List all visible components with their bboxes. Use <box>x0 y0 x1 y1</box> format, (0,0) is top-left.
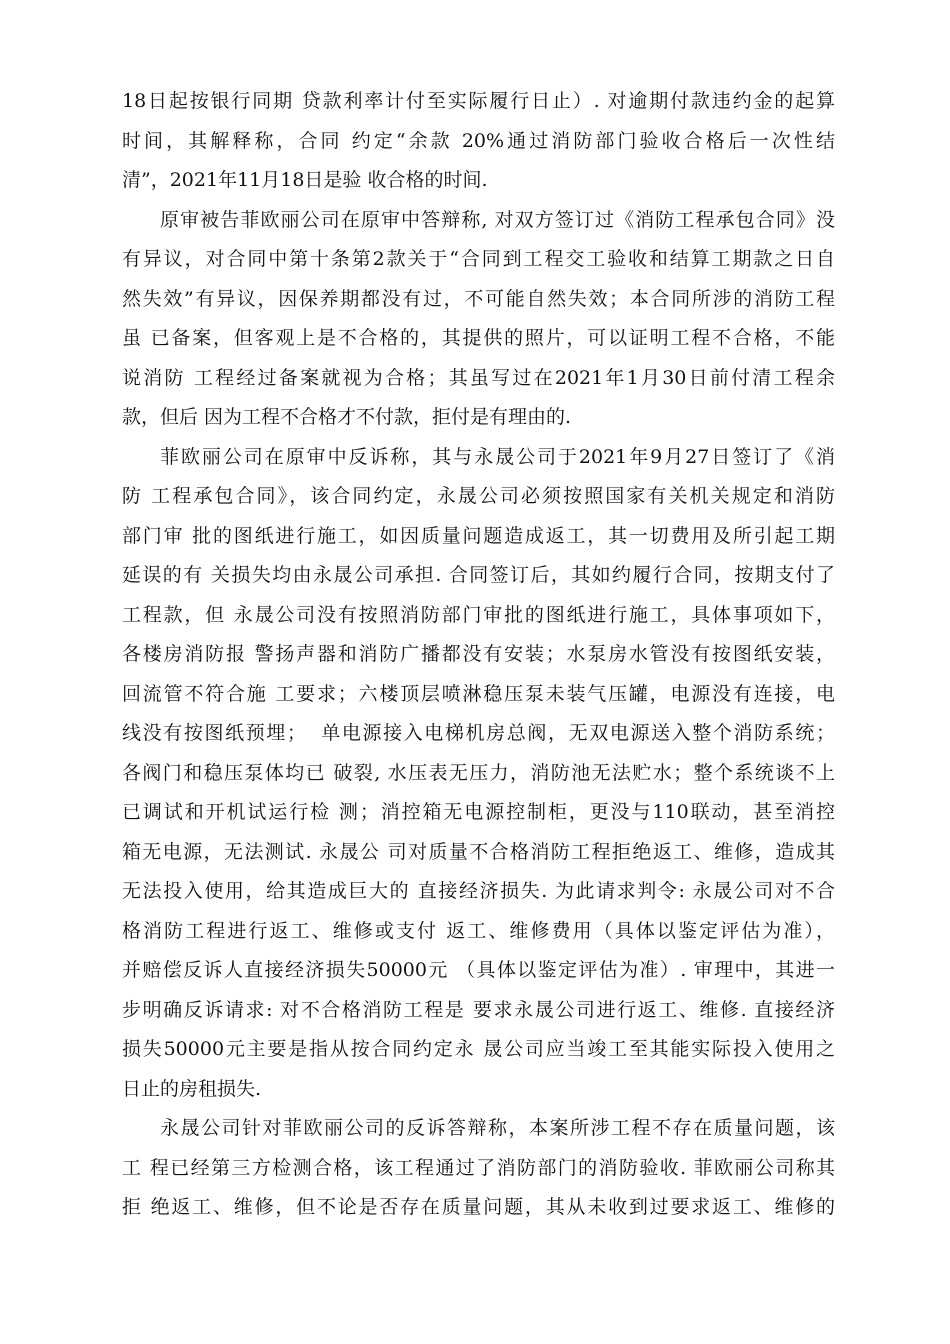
text-line: 说消防 工程经过备案就视为合格；其虽写过在2021年1月30日前付清工程余 <box>122 366 835 389</box>
text-line: 工 程已经第三方检测合格，该工程通过了消防部门的消防验收. 菲欧丽公司称其 <box>122 1156 835 1179</box>
text-line: 永晟公司针对菲欧丽公司的反诉答辩称，本案所涉工程不存在质量问题，该 <box>160 1117 835 1139</box>
paragraph-2 <box>122 201 835 438</box>
text-line: 延误的有 关损失均由永晟公司承担. 合同签订后，其如约履行合同，按期支付了 <box>122 564 835 586</box>
text-line: 箱无电源，无法测试. 永晟公 司对质量不合格消防工程拒绝返工、维修，造成其 <box>122 840 835 863</box>
text-line: 18日起按银行同期 贷款利率计付至实际履行日止）. 对逾期付款违约金的起算 <box>122 90 835 112</box>
paragraph-3 <box>122 438 835 1110</box>
text-line: 清”，2021年11月18日是验 收合格的时间. <box>122 169 488 191</box>
text-line: 菲欧丽公司在原审中反诉称，其与永晟公司于2021年9月27日签订了《消 <box>160 445 835 468</box>
text-line: 已调试和开机试运行检 测；消控箱无电源控制柜，更没与110联动，甚至消控 <box>122 801 835 823</box>
text-line: 然失效”有异议，因保养期都没有过，不可能自然失效；本合同所涉的消防工程 <box>122 287 835 310</box>
text-line: 工程款，但 永晟公司没有按照消防部门审批的图纸进行施工，具体事项如下， <box>122 603 835 626</box>
document-page <box>122 82 835 1228</box>
text-line: 并赔偿反诉人直接经济损失50000元 （具体以鉴定评估为准）. 审理中，其进一 <box>122 959 835 981</box>
text-line: 款，但后 因为工程不合格才不付款，拒付是有理由的. <box>122 406 572 428</box>
text-line: 虽 已备案，但客观上是不合格的，其提供的照片，可以证明工程不合格，不能 <box>122 327 835 349</box>
text-line: 格消防工程进行返工、维修或支付 返工、维修费用（具体以鉴定评估为准）， <box>122 919 835 942</box>
text-line: 回流管不符合施 工要求；六楼顶层喷淋稳压泵未装气压罐，电源没有连接，电 <box>122 682 835 705</box>
text-line: 各阀门和稳压泵体均已 破裂, 水压表无压力，消防池无法贮水；整个系统谈不上 <box>122 761 835 784</box>
text-line: 有异议，对合同中第十条第2款关于“合同到工程交工验收和结算工期款之日自 <box>122 248 835 270</box>
text-line: 损失50000元主要是指从按合同约定永 晟公司应当竣工至其能实际投入使用之 <box>122 1038 835 1060</box>
paragraph-1 <box>122 82 835 201</box>
text-line: 日止的房租损失. <box>122 1077 262 1100</box>
text-line: 防 工程承包合同》，该合同约定，永晟公司必须按照国家有关机关规定和消防 <box>122 485 835 507</box>
text-line: 时间，其解释称，合同 约定“余款 20%通过消防部门验收合格后一次性结 <box>122 129 835 152</box>
text-line: 线没有按图纸预埋； 单电源接入电梯机房总阀，无双电源送入整个消防系统； <box>122 722 835 744</box>
paragraph-4 <box>122 1109 835 1228</box>
text-line: 无法投入使用，给其造成巨大的 直接经济损失. 为此请求判令: 永晟公司对不合 <box>122 880 835 902</box>
text-line: 步明确反诉请求: 对不合格消防工程是 要求永晟公司进行返工、维修. 直接经济 <box>122 998 835 1021</box>
text-line: 部门审 批的图纸进行施工，如因质量问题造成返工，其一切费用及所引起工期 <box>122 524 835 547</box>
text-line: 原审被告菲欧丽公司在原审中答辩称, 对双方签订过《消防工程承包合同》没 <box>160 208 835 231</box>
text-line: 拒 绝返工、维修，但不论是否存在质量问题，其从未收到过要求返工、维修的 <box>122 1196 835 1218</box>
text-line: 各楼房消防报 警扬声器和消防广播都没有安装；水泵房水管没有按图纸安装， <box>122 643 835 665</box>
